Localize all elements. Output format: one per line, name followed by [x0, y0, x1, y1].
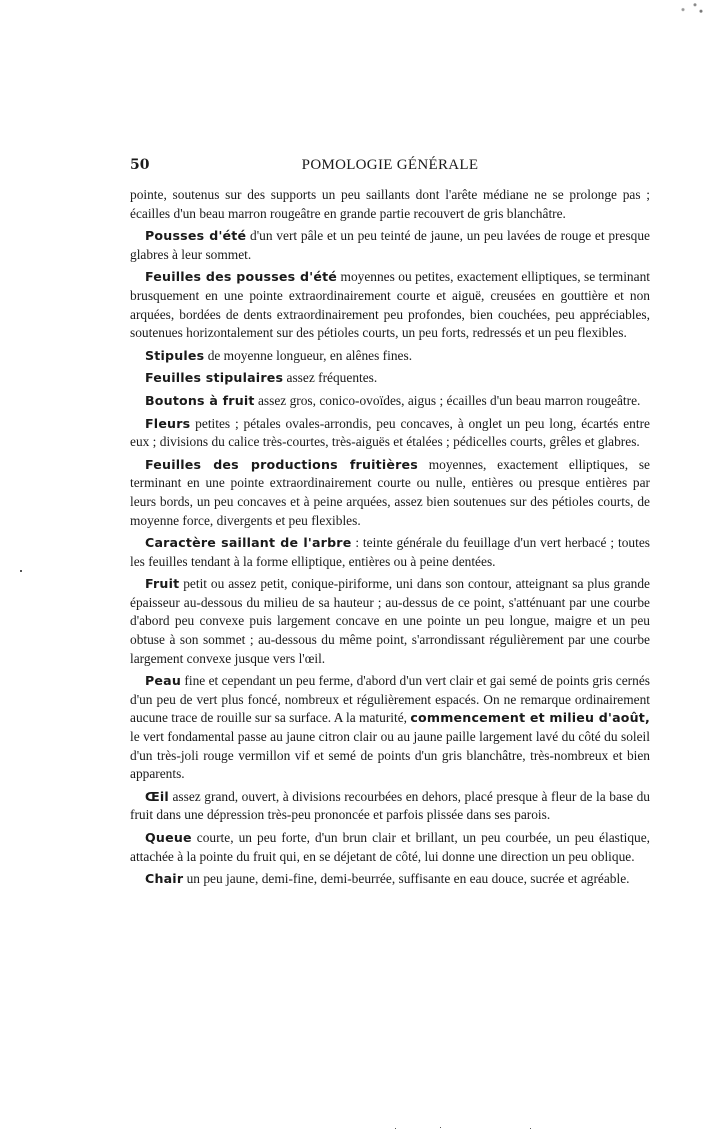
page-header: [130, 157, 650, 179]
paragraph-continuation: pointe, soutenus sur des supports un peu saillants dont l'arête médiane ne se prolonge pas ; écailles d'un beau marron rougeâtre en grande partie recouvert de gris blanchâtre.: [130, 187, 650, 221]
term-heading: Peau: [145, 673, 182, 689]
scan-speck: [440, 1127, 441, 1128]
scan-speck: [395, 1128, 396, 1129]
term-heading: Fleurs: [145, 415, 191, 431]
page-body: [130, 186, 650, 889]
paragraph-feuilles-pousses: Feuilles des pousses d'été moyennes ou petites, exactement elliptiques, se terminant brusquement en une pointe extraordinairement courte et aiguë, creusées en gouttière et non arquées, bordées de dents extraordinairement peu profondes, bien couchées, peu appréciables, soutenues horizontalement sur des pétioles courts, un peu forts, redressés et un peu flexibles.: [130, 269, 650, 341]
paragraph-stipules: Stipules de moyenne longueur, en alênes fines.: [145, 347, 413, 363]
paragraph-oeil: Œil assez grand, ouvert, à divisions recourbées en dehors, placé presque à fleur de la base du fruit dans une dépression très-peu prononcée et parfois plissée dans ses parois.: [130, 788, 650, 823]
paragraph-feuilles-productions: Feuilles des productions fruitières moyennes, exactement elliptiques, se terminant en une pointe extraordinairement courte ou nulle, entières ou presque entières par leurs bords, un peu concaves et à peine arquées, assez bien soutenues sur des pétioles courts, de moyenne force, divergents et peu flexibles.: [130, 456, 650, 528]
term-heading: Feuilles stipulaires: [145, 370, 284, 386]
paragraph-fleurs: Fleurs petites ; pétales ovales-arrondis, peu concaves, à onglet un peu long, écartés entre eux ; divisions du calice très-courtes, très-aiguës et étalées ; pédicelles courts, grêles et glabres.: [130, 415, 650, 450]
term-heading: Queue: [145, 830, 192, 845]
running-title: POMOLOGIE GÉNÉRALE: [301, 157, 479, 173]
scan-noise: [667, 0, 707, 16]
paragraph-queue: Queue courte, un peu forte, d'un brun clair et brillant, un peu courbée, un peu élastique, attachée à la pointe du fruit qui, en se déjetant de côté, lui donne une direction un peu oblique.: [130, 830, 650, 864]
term-heading: Stipules: [145, 347, 205, 363]
scan-speck: [20, 570, 22, 572]
term-heading: Œil: [145, 788, 169, 804]
term-maturity: commencement et milieu d'août,: [410, 710, 650, 726]
paragraph-caractere: Caractère saillant de l'arbre : teinte générale du feuillage d'un vert herbacé ; toutes les feuilles tendant à la forme elliptique, entières ou à peine dentées.: [130, 535, 650, 569]
term-heading: Pousses d'été: [145, 228, 247, 244]
term-heading: Feuilles des pousses d'été: [145, 269, 338, 285]
paragraph-peau: Peau fine et cependant un peu ferme, d'abord d'un vert clair et gai semé de points gris cernés d'un peu de vert plus foncé, nombreux et régulièrement espacés. On ne remarque ordinairement aucune trace de rouille sur sa surface. A la maturité, commencement et milieu d'août, le vert fondamental passe au jaune citron clair ou au jaune paille largement lavé du côté du soleil d'un très-joli rouge vermillon vif et semé de points d'un gris blanchâtre, très-nombreux et bien apparents.: [130, 673, 650, 782]
paragraph-feuilles-stipulaires: Feuilles stipulaires assez fréquentes.: [145, 370, 378, 386]
paragraph-pousses: Pousses d'été d'un vert pâle et un peu teinté de jaune, un peu lavées de rouge et presque glabres à leur sommet.: [130, 228, 650, 262]
book-page: [130, 157, 650, 893]
term-heading: Boutons à fruit: [145, 392, 255, 408]
page-number: 50: [130, 157, 150, 173]
paragraph-boutons: Boutons à fruit assez gros, conico-ovoïdes, aigus ; écailles d'un beau marron rougeâtre.: [145, 392, 641, 408]
term-heading: Feuilles des productions fruitières: [145, 456, 418, 472]
paragraph-chair: Chair un peu jaune, demi-fine, demi-beurrée, suffisante en eau douce, sucrée et agréable.: [145, 871, 630, 887]
term-heading: Caractère saillant de l'arbre: [145, 535, 352, 551]
term-heading: Fruit: [145, 576, 180, 592]
term-heading: Chair: [145, 871, 184, 887]
scan-speck: [530, 1128, 531, 1129]
paragraph-fruit: Fruit petit ou assez petit, conique-piriforme, uni dans son contour, atteignant sa plus grande épaisseur au-dessous du milieu de sa hauteur ; au-dessus de ce point, s'atténuant par une courbe d'abord peu convexe puis largement concave en une pointe un peu longue, maigre et un peu obtuse à son sommet ; au-dessous du même point, s'arrondissant régulièrement par une courbe largement convexe jusque vers l'œil.: [130, 576, 650, 666]
